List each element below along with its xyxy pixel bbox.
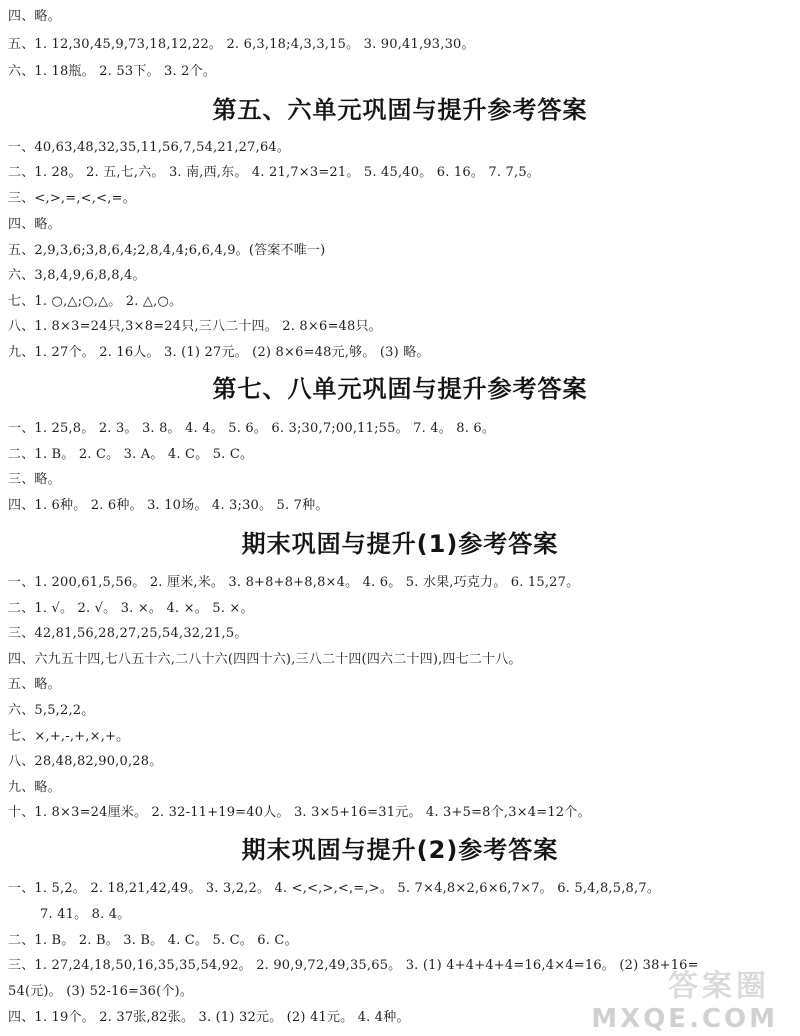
answer-line: 二、1. 28。 2. 五,七,六。 3. 南,西,东。 4. 21,7×3=21。 5. 45,40。 6. 16。 7. 7,5。 [8,165,540,180]
watermark-logo: 答案圈 [668,969,770,1004]
answer-line: 八、1. 8×3=24只,3×8=24只,三八二十四。 2. 8×6=48只。 [8,319,382,334]
answer-line: 三、略。 [8,472,61,487]
answer-line: 五、1. 12,30,45,9,73,18,12,22。 2. 6,3,18;4,3,3,15。 3. 90,41,93,30。 [8,37,475,52]
answer-line: 十、1. 8×3=24厘米。 2. 32-11+19=40人。 3. 3×5+16=31元。 4. 3+5=8个,3×4=12个。 [8,805,591,820]
answer-line: 四、略。 [8,9,61,24]
answer-line: 五、2,9,3,6;3,8,6,4;2,8,4,4;6,6,4,9。(答案不唯一) [8,243,326,258]
answer-line: 7. 41。 8. 4。 [40,907,131,922]
answer-line: 四、六九五十四,七八五十六,二八十六(四四十六),三八二十四(四六二十四),四七二十八。 [8,652,522,667]
answer-line: 三、<,>,=,<,<,=。 [8,191,136,206]
answer-line: 一、1. 5,2。 2. 18,21,42,49。 3. 3,2,2。 4. <,<,>,<,=,>。 5. 7×4,8×2,6×6,7×7。 6. 5,4,8,5,8,7。 [8,881,661,896]
answer-line: 一、1. 25,8。 2. 3。 3. 8。 4. 4。 5. 6。 6. 3;30,7;00,11;55。 7. 4。 8. 6。 [8,421,496,436]
answer-line: 三、1. 27,24,18,50,16,35,35,54,92。 2. 90,9,72,49,35,65。 3. (1) 4+4+4+4=16,4×4=16。 (2) 38+16= [8,958,699,973]
section-heading-unit-7-8: 第七、八单元巩固与提升参考答案 [212,375,588,403]
answer-line: 九、略。 [8,780,61,795]
answer-line: 三、42,81,56,28,27,25,54,32,21,5。 [8,626,248,641]
section-heading-final-2: 期末巩固与提升(2)参考答案 [241,836,559,864]
answer-line: 54(元)。 (3) 52-16=36(个)。 [8,984,194,999]
answer-line: 一、40,63,48,32,35,11,56,7,54,21,27,64。 [8,140,291,155]
answer-line: 五、略。 [8,677,61,692]
watermark-url: MXQE.COM [591,1004,778,1034]
answer-line: 二、1. B。 2. C。 3. A。 4. C。 5. C。 [8,447,254,462]
answer-line: 七、1. ○,△;○,△。 2. △,○。 [8,294,183,309]
answer-line: 二、1. B。 2. B。 3. B。 4. C。 5. C。 6. C。 [8,933,298,948]
answer-line: 一、1. 200,61,5,56。 2. 厘米,米。 3. 8+8+8+8,8×4。 4. 6。 5. 水果,巧克力。 6. 15,27。 [8,575,580,590]
section-heading-final-1: 期末巩固与提升(1)参考答案 [241,530,559,558]
answer-line: 六、5,5,2,2。 [8,703,95,718]
answer-line: 六、3,8,4,9,6,8,8,4。 [8,268,146,283]
answer-line: 四、略。 [8,217,61,232]
answer-line: 七、×,+,-,+,×,+。 [8,729,130,744]
answer-line: 四、1. 6种。 2. 6种。 3. 10场。 4. 3;30。 5. 7种。 [8,498,329,513]
answer-line: 六、1. 18瓶。 2. 53下。 3. 2个。 [8,64,217,79]
section-heading-unit-5-6: 第五、六单元巩固与提升参考答案 [212,96,588,124]
answer-line: 八、28,48,82,90,0,28。 [8,754,163,769]
answer-line: 二、1. √。 2. √。 3. ×。 4. ×。 5. ×。 [8,601,254,616]
answer-line: 四、1. 19个。 2. 37张,82张。 3. (1) 32元。 (2) 41元。 4. 4种。 [8,1010,410,1025]
answer-line: 九、1. 27个。 2. 16人。 3. (1) 27元。 (2) 8×6=48元,够。 (3) 略。 [8,345,430,360]
